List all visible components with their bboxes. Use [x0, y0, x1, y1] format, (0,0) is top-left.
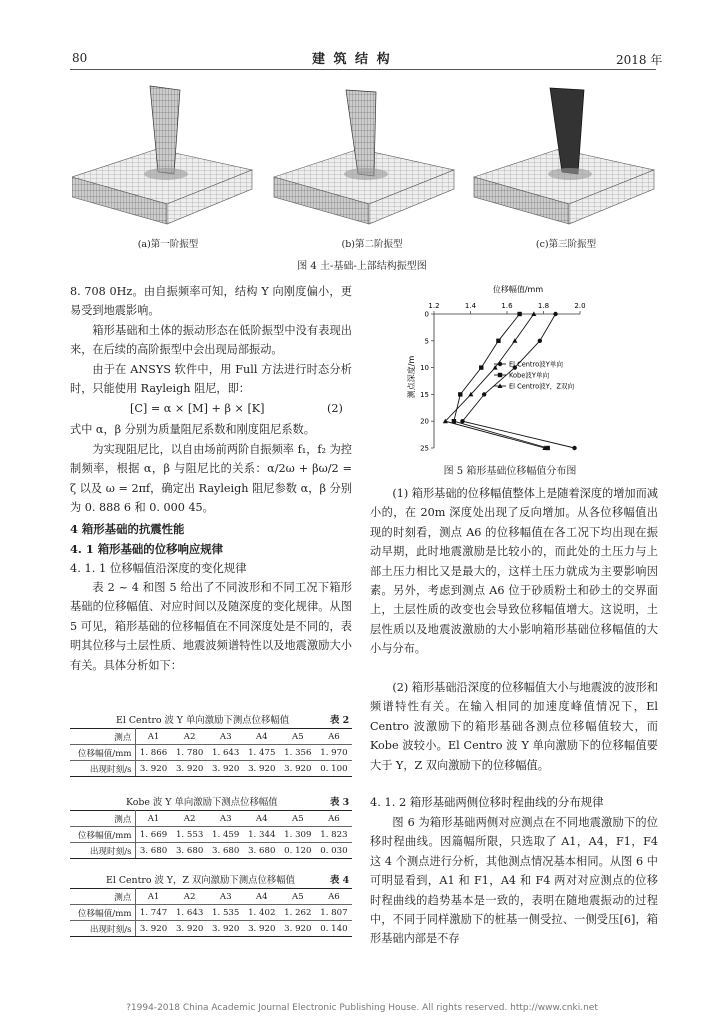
- table-cell: 1. 866: [135, 745, 172, 761]
- series-line: [462, 314, 574, 448]
- paragraph-time-history: 图 6 为箱形基础两侧对应测点在不同地震激励下的位移时程曲线。因篇幅所限，只选取了 A1，A4，F1，F4 这 4 个测点进行分析，其他测点情况基本相同。从图 6 中可明显看到，A1 和 F1，A4 和 F4 两对对应测点的位移时程曲线的趋势基本是一致的，表明在随地震振动的过程中，不同于同样激励下的桩基一侧受拉、一侧受压[6]，箱形基础内部是不存: [370, 816, 658, 946]
- table3-number: 表 3: [330, 797, 350, 808]
- table-header-cell: A3: [208, 889, 244, 905]
- table4: [70, 888, 352, 937]
- table-cell: 1. 669: [135, 827, 172, 843]
- row-label: 出现时刻/s: [70, 921, 135, 937]
- table-header-cell: A3: [208, 811, 244, 827]
- table-header-cell: A4: [244, 811, 280, 827]
- table-cell: 1. 356: [280, 745, 316, 761]
- table-cell: 1. 344: [244, 827, 280, 843]
- table-cell: 3. 680: [172, 843, 208, 859]
- table-header-cell: 测点: [70, 811, 135, 827]
- table-cell: 0. 100: [316, 761, 352, 777]
- mode-shape-a: [72, 86, 252, 224]
- table-header-cell: A5: [280, 811, 316, 827]
- table-cell: 3. 920: [135, 761, 172, 777]
- table-header-cell: A6: [316, 889, 352, 905]
- data-point: [496, 339, 500, 343]
- table4-title: El Centro 波 Y，Z 双向激励下测点位移幅值: [106, 875, 295, 886]
- table-header-cell: A2: [172, 729, 208, 745]
- mode-shape-c: [474, 88, 654, 224]
- equation-number: (2): [327, 402, 343, 415]
- chart-axes: [420, 302, 585, 453]
- paragraph-rayleigh: 由于在 ANSYS 软件中，用 Full 方法进行时态分析时，只能使用 Rayleigh 阻尼，即：: [70, 363, 352, 396]
- table-cell: 0. 140: [316, 921, 352, 937]
- table-cell: 0. 030: [316, 843, 352, 859]
- table-header-cell: A5: [280, 889, 316, 905]
- damping-equation: [C] = α × [M] + β × [K]: [130, 402, 265, 415]
- table-cell: 3. 680: [208, 843, 244, 859]
- table3-title: Kobe 波 Y 单向激励下测点位移幅值: [126, 797, 278, 808]
- y-tick-label: 15: [420, 390, 429, 399]
- table-cell: 1. 553: [172, 827, 208, 843]
- table-cell: 0. 120: [280, 843, 316, 859]
- paragraph-observation-1: (1) 箱形基础的位移幅值整体上是随着深度的增加而减小的，在 20m 深度处出现了反向增加。从各位移幅值出现的时刻看，测点 A6 的位移幅值在各工况下均出现在振动早期，此时地震激励是比较小的，而此处的土压力与上部土压力相比又是最大的，这样土压力就成为主要影响因素。另外，考虑到测点 A6 位于砂质粉土和砂土的交界面上，土层性质的改变也会导致位移幅值增大。这说明，土层性质以及地震波激励的大小影响箱形基础位移幅值的大小与分布。: [370, 487, 658, 656]
- table-header-cell: 测点: [70, 889, 135, 905]
- figure5-chart: [398, 282, 604, 458]
- table-cell: 1. 535: [208, 905, 244, 921]
- table3: [70, 810, 352, 859]
- data-point: [498, 373, 502, 377]
- legend-label: El Centro波Y，Z双向: [509, 382, 575, 391]
- paragraph-vibration-form: 箱形基础和土体的振动形态在低阶振型中没有表现出来，在后续的高阶振型中会出现局部振动。: [70, 324, 352, 357]
- table-cell: 1. 807: [316, 905, 352, 921]
- table-cell: 1. 309: [280, 827, 316, 843]
- table-header-cell: A6: [316, 729, 352, 745]
- x-tick-label: 2.0: [574, 302, 586, 310]
- table-cell: 3. 920: [280, 921, 316, 937]
- table-cell: 3. 920: [244, 921, 280, 937]
- table-cell: 1. 970: [316, 745, 352, 761]
- data-point: [572, 446, 576, 450]
- row-label: 出现时刻/s: [70, 843, 135, 859]
- page-number: 80: [72, 51, 88, 65]
- table-header-cell: A2: [172, 811, 208, 827]
- y-axis-label: 测点深度/m: [407, 355, 416, 399]
- table-cell: 1. 643: [172, 905, 208, 921]
- data-point: [498, 362, 502, 366]
- paragraph-damping-params: 为实现阻尼比，以自由场前两阶自振频率 f₁，f₂ 为控制频率，根据 α，β 与阻尼比的关系：α/2ω + βω/2 = ζ 以及 ω = 2πf，确定出 Rayleigh 阻尼参数 α，β 分别为 0. 888 6 和 0. 000 45。: [70, 443, 352, 515]
- table-cell: 3. 920: [172, 921, 208, 937]
- table-header-cell: A2: [172, 889, 208, 905]
- table-header-cell: A3: [208, 729, 244, 745]
- figure4-caption: 图 4 土-基础-上部结构振型图: [297, 261, 427, 272]
- x-tick-label: 1.2: [428, 302, 440, 310]
- copyright-footer: ?1994-2018 China Academic Journal Electronic Publishing House. All rights reserved. http://www.cnki.net: [126, 1003, 598, 1013]
- row-label: 位移幅值/mm: [70, 905, 135, 921]
- table4-number: 表 4: [330, 875, 350, 886]
- series-line: [445, 314, 544, 448]
- data-point: [479, 365, 483, 369]
- row-label: 出现时刻/s: [70, 761, 135, 777]
- section-4-1-1-heading: 4. 1. 1 位移幅值沿深度的变化规律: [70, 561, 247, 575]
- table-cell: 3. 920: [208, 761, 244, 777]
- x-tick-label: 1.8: [537, 302, 550, 310]
- paragraph-frequency: 8. 708 0Hz。由自振频率可知，结构 Y 向刚度偏小，更易受到地震影响。: [70, 285, 352, 318]
- subcaption-c: (c)第三阶振型: [535, 239, 597, 250]
- table-cell: 3. 680: [244, 843, 280, 859]
- table-header-cell: A4: [244, 889, 280, 905]
- table-header-cell: A1: [135, 729, 172, 745]
- table-header-cell: A1: [135, 811, 172, 827]
- mode-shape-b: [274, 90, 454, 224]
- table-cell: 3. 680: [135, 843, 172, 859]
- figure5-caption: 图 5 箱形基础位移幅值分布图: [443, 466, 577, 477]
- data-point: [538, 339, 542, 343]
- table-header-cell: A4: [244, 729, 280, 745]
- y-tick-label: 20: [420, 417, 429, 426]
- table-cell: 3. 920: [280, 761, 316, 777]
- section-4-1-heading: 4. 1 箱形基础的位移响应规律: [70, 542, 224, 556]
- row-label: 位移幅值/mm: [70, 745, 135, 761]
- table-header-cell: A6: [316, 811, 352, 827]
- table-header-cell: A1: [135, 889, 172, 905]
- table-header-cell: 测点: [70, 729, 135, 745]
- table-cell: 3. 920: [244, 761, 280, 777]
- table-cell: 3. 920: [172, 761, 208, 777]
- table-header-cell: A5: [280, 729, 316, 745]
- table-cell: 1. 475: [244, 745, 280, 761]
- table-cell: 1. 643: [208, 745, 244, 761]
- data-point: [482, 392, 486, 396]
- year: 2018 年: [616, 53, 663, 67]
- table-cell: 3. 920: [135, 921, 172, 937]
- data-point: [458, 392, 462, 396]
- table2: [70, 728, 352, 777]
- x-tick-label: 1.4: [464, 302, 477, 310]
- table-cell: 1. 402: [244, 905, 280, 921]
- mode-shape-drawings: [72, 82, 656, 234]
- data-point: [553, 312, 557, 316]
- journal-title: 建 筑 结 构: [312, 52, 392, 67]
- legend-label: Kobe波Y单向: [509, 371, 550, 380]
- chart-marks: [443, 311, 577, 450]
- legend-label: El Centro波Y单向: [509, 360, 563, 369]
- header-rule: [70, 69, 656, 70]
- section-4-1-2-heading: 4. 1. 2 箱形基础两侧位移时程曲线的分布规律: [370, 795, 604, 809]
- table-cell: 1. 262: [280, 905, 316, 921]
- table2-number: 表 2: [330, 715, 350, 726]
- subcaption-b: (b)第二阶振型: [341, 239, 403, 250]
- series-line: [454, 314, 548, 448]
- table2-title: El Centro 波 Y 单向激励下测点位移幅值: [116, 715, 290, 726]
- table-cell: 1. 823: [316, 827, 352, 843]
- table-cell: 3. 920: [208, 921, 244, 937]
- table-cell: 1. 459: [208, 827, 244, 843]
- paragraph-tables-intro: 表 2 ~ 4 和图 5 给出了不同波形和不同工况下箱形基础的位移幅值、对应时间以及随深度的变化规律。从图 5 可见，箱形基础的位移幅值在不同深度处是不同的，表明其位移与土层性质、地震波频谱特性以及地震激励大小有关。具体分析如下：: [70, 581, 352, 672]
- table-cell: 1. 747: [135, 905, 172, 921]
- data-point: [460, 419, 464, 423]
- row-label: 位移幅值/mm: [70, 827, 135, 843]
- figure4-panels: [72, 82, 656, 234]
- y-tick-label: 0: [424, 310, 429, 319]
- y-tick-label: 10: [420, 364, 429, 373]
- paragraph-coefficients: 式中 α，β 分别为质量阻尼系数和刚度阻尼系数。: [70, 423, 315, 436]
- x-axis-label: 位移幅值/mm: [492, 285, 544, 294]
- section-4-heading: 4 箱形基础的抗震性能: [70, 522, 185, 536]
- x-tick-label: 1.6: [501, 302, 513, 310]
- y-tick-label: 25: [420, 444, 429, 453]
- paragraph-observation-2: (2) 箱形基础沿深度的位移幅值大小与地震波的波形和频谱特性有关。在输入相同的加速度峰值情况下，El Centro 波激励下的箱形基础各测点位移幅值较大，而 Kobe 波较小。El Centro 波 Y 单向激励下的位移幅值要大于 Y，Z 双向激励下的位移幅值。: [370, 681, 658, 772]
- data-point: [517, 312, 521, 316]
- subcaption-a: (a)第一阶振型: [137, 239, 199, 250]
- table-cell: 1. 780: [172, 745, 208, 761]
- y-tick-label: 5: [424, 337, 429, 346]
